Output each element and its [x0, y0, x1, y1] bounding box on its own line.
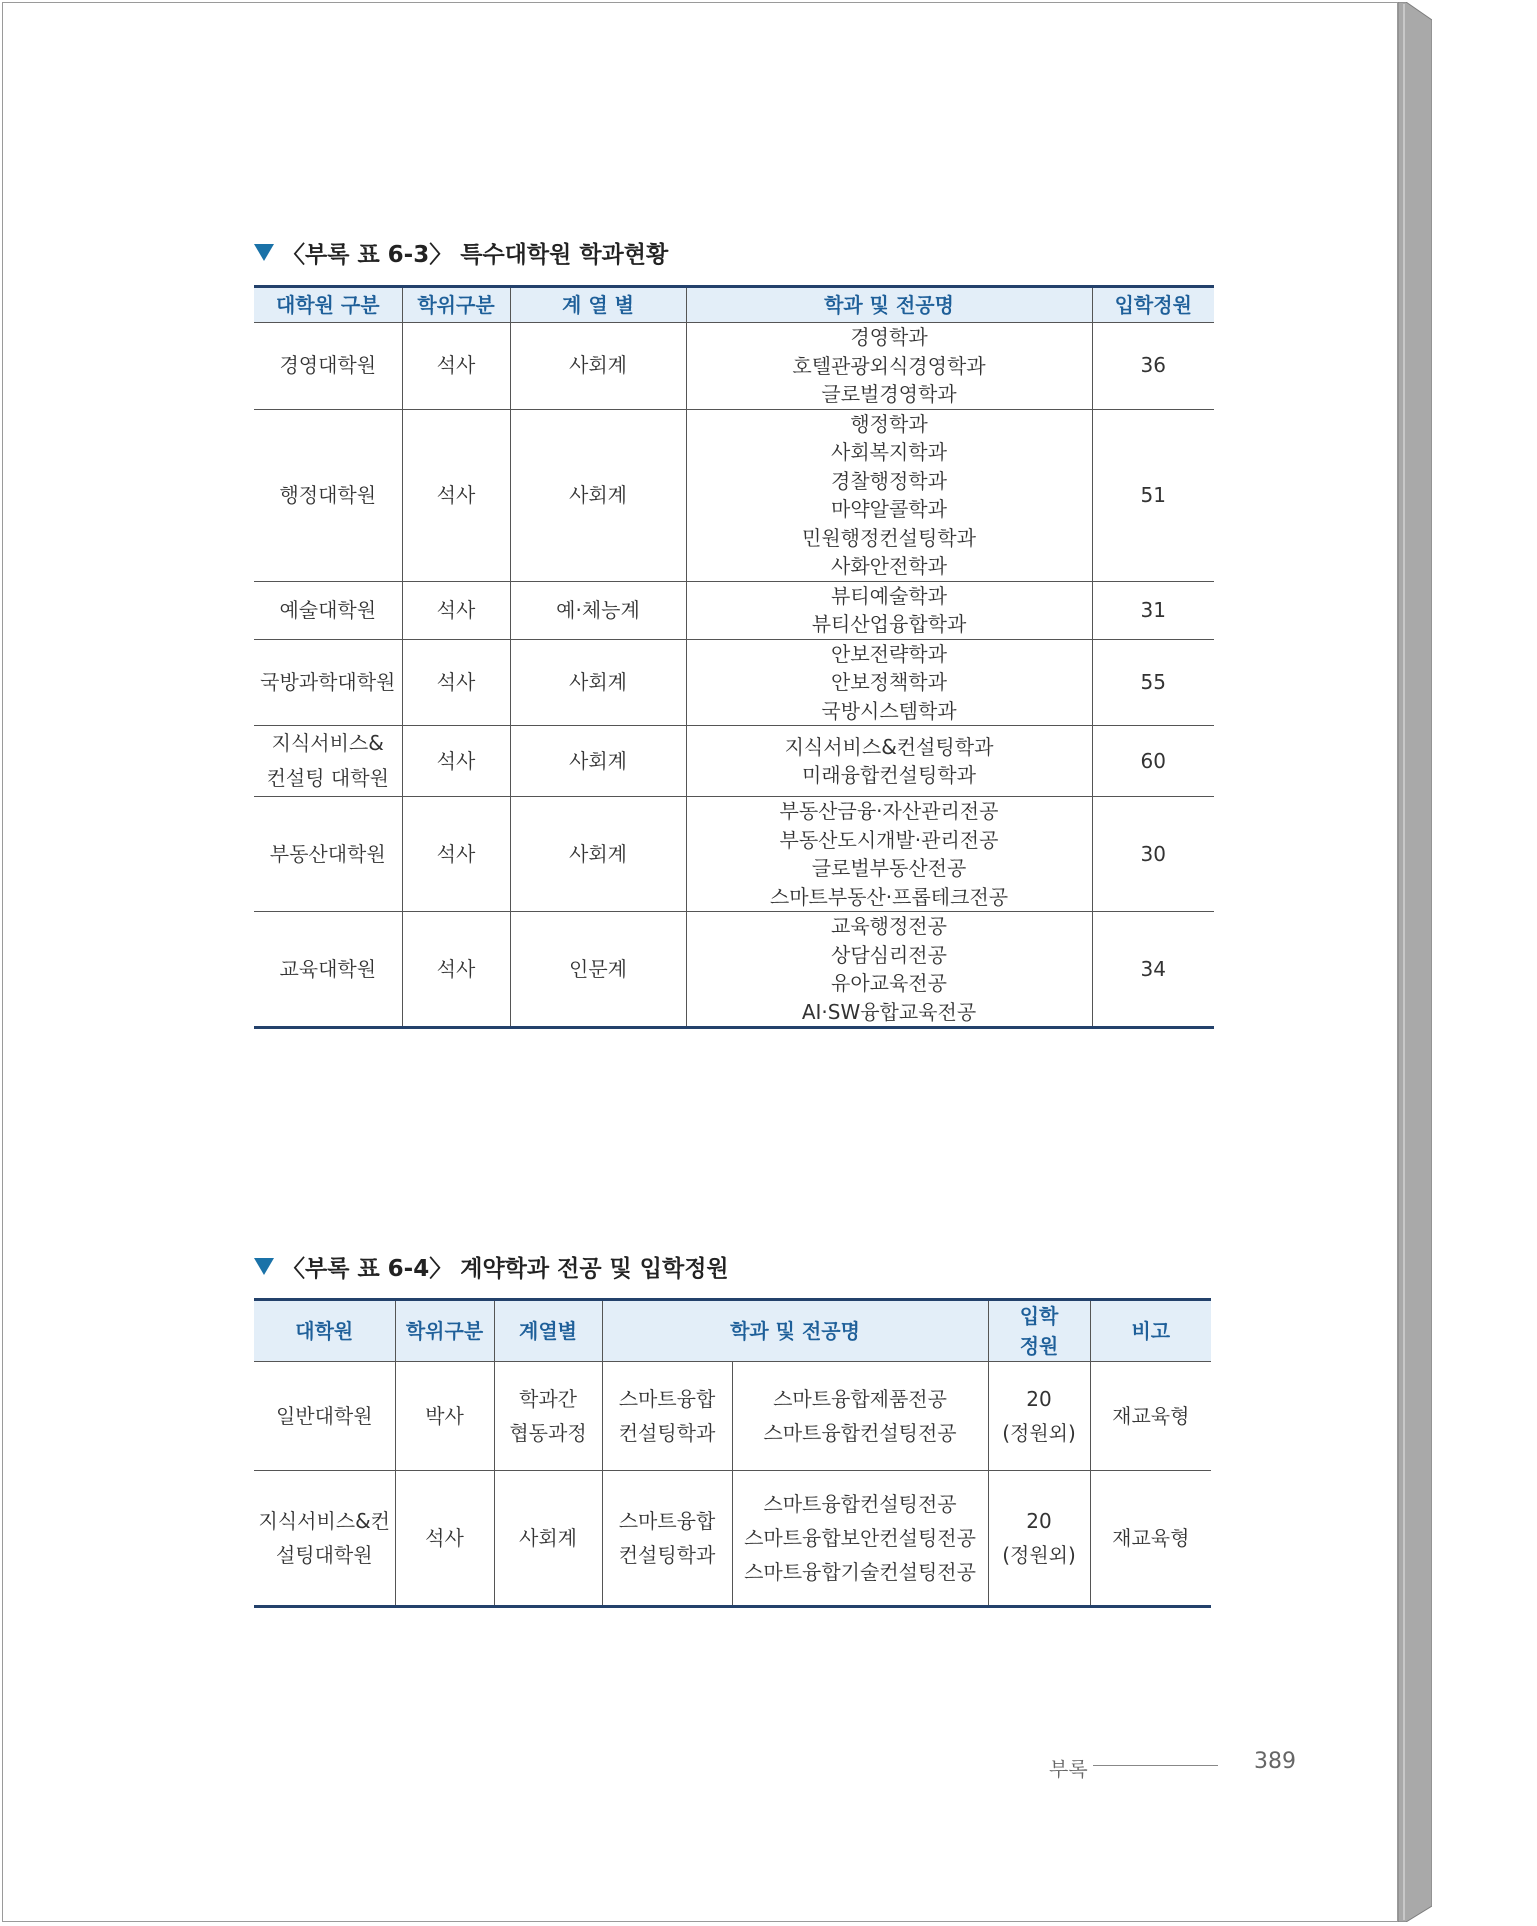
quota: 55 [1092, 639, 1214, 726]
dept-list [686, 581, 1092, 639]
dept-list-line: 글로벌경영학과 [821, 382, 957, 406]
school-name-line: 지식서비스& [271, 731, 384, 755]
quota [988, 1362, 1090, 1471]
dept-list [686, 323, 1092, 410]
quota: 30 [1092, 797, 1214, 912]
dept-list-line: 국방시스템학과 [821, 698, 957, 723]
degree-type: 석사 [402, 726, 510, 797]
quota: 36 [1092, 323, 1214, 410]
dept-list-line: 민원행정컨설팅학과 [802, 525, 976, 550]
dept-list-line: 뷰티산업융합학과 [811, 612, 967, 636]
quota: 60 [1092, 726, 1214, 797]
degree-type: 박사 [395, 1362, 494, 1471]
school-name-line: 설팅대학원 [275, 1543, 373, 1567]
major-list [732, 1471, 988, 1607]
major-list-line: 스마트융합보안컨설팅전공 [744, 1526, 976, 1550]
dept-list-line: AI·SW융합교육전공 [801, 999, 977, 1024]
quota-line: (정원외) [1002, 1543, 1076, 1567]
dept-list-line: 사회복지학과 [831, 440, 947, 464]
dept-list-line: 유아교육전공 [831, 971, 947, 995]
school-name: 교육대학원 [254, 912, 402, 1028]
table2-title: 〈부록 표 6-4〉 계약학과 전공 및 입학정원 [254, 1250, 729, 1283]
quota: 31 [1092, 581, 1214, 639]
degree-type: 석사 [402, 912, 510, 1028]
field-type: 사회계 [510, 409, 686, 581]
table2-header-note: 비고 [1090, 1300, 1211, 1362]
quota [988, 1471, 1090, 1607]
book-spine [1398, 2, 1432, 1922]
school-name [254, 1362, 395, 1471]
major-list-line: 스마트융합컨설팅전공 [763, 1492, 957, 1516]
quota: 34 [1092, 912, 1214, 1028]
table1-header: 학위구분 [402, 287, 510, 323]
note: 재교육형 [1090, 1362, 1211, 1471]
footer-rule [1093, 1765, 1218, 1766]
quota-header-line: 정원 [1019, 1334, 1059, 1358]
school-name: 경영대학원 [254, 323, 402, 410]
table-row [254, 1471, 1211, 1607]
dept-list-line: 글로벌부동산전공 [811, 856, 967, 880]
table1-header: 입학정원 [1092, 287, 1214, 323]
table-row [254, 912, 1214, 1028]
dept-list-line: 경영학과 [850, 325, 928, 349]
table-row [254, 581, 1214, 639]
table1-header: 계 열 별 [510, 287, 686, 323]
dept-list-line: 마약알콜학과 [831, 497, 947, 521]
table-row [254, 726, 1214, 797]
dept-list-line: 부동산도시개발·관리전공 [779, 827, 999, 852]
degree-type: 석사 [395, 1471, 494, 1607]
triangle-down-icon [254, 1258, 274, 1275]
dept-list [686, 912, 1092, 1028]
dept-list-line: 호텔관광외식경영학과 [792, 353, 986, 378]
field-type: 사회계 [510, 323, 686, 410]
dept-name-line: 컨설팅학과 [618, 1421, 716, 1445]
dept-list-line: 교육행정전공 [831, 914, 947, 938]
field-type: 사회계 [510, 639, 686, 726]
field-type: 사회계 [510, 797, 686, 912]
field-type: 사회계 [510, 726, 686, 797]
dept-list-line: 안보정책학과 [831, 670, 947, 694]
table1 [254, 285, 1214, 1029]
table2-header-school: 대학원 [254, 1300, 395, 1362]
dept-list [686, 726, 1092, 797]
school-name: 예술대학원 [254, 581, 402, 639]
dept-name-line: 스마트융합 [618, 1509, 716, 1533]
field-type: 예·체능계 [510, 581, 686, 639]
school-name [254, 1471, 395, 1607]
table2-header-quota [988, 1300, 1090, 1362]
school-name-line: 컨설팅 대학원 [266, 766, 389, 790]
dept-list [686, 639, 1092, 726]
field-type-line: 사회계 [519, 1526, 577, 1550]
table-row [254, 1362, 1211, 1471]
school-name: 부동산대학원 [254, 797, 402, 912]
quota-line: 20 [1026, 1509, 1052, 1533]
dept-list [686, 409, 1092, 581]
dept-name [602, 1362, 732, 1471]
field-type [494, 1471, 602, 1607]
table1-header: 대학원 구분 [254, 287, 402, 323]
degree-type: 석사 [402, 323, 510, 410]
school-name [254, 726, 402, 797]
table1-title: 〈부록 표 6-3〉 특수대학원 학과현황 [254, 236, 668, 269]
field-type: 인문계 [510, 912, 686, 1028]
note: 재교육형 [1090, 1471, 1211, 1607]
degree-type: 석사 [402, 581, 510, 639]
degree-type: 석사 [402, 639, 510, 726]
degree-type: 석사 [402, 409, 510, 581]
major-list-line: 스마트융합제품전공 [773, 1387, 947, 1411]
page-number: 389 [1254, 1749, 1296, 1774]
field-type-line: 학과간 [519, 1387, 577, 1411]
dept-list-line: 부동산금융·자산관리전공 [779, 799, 999, 823]
table-row [254, 409, 1214, 581]
major-list [732, 1362, 988, 1471]
school-name: 국방과학대학원 [254, 639, 402, 726]
table2 [254, 1298, 1211, 1608]
table1-header: 학과 및 전공명 [686, 287, 1092, 323]
dept-list-line: 뷰티예술학과 [831, 583, 947, 608]
footer-label: 부록 [1049, 1757, 1088, 1781]
triangle-down-icon [254, 244, 274, 261]
table2-header-field: 계열별 [494, 1300, 602, 1362]
dept-name-line: 스마트융합 [618, 1387, 716, 1411]
dept-list-line: 사화안전학과 [831, 554, 947, 578]
table2-header-dept: 학과 및 전공명 [602, 1300, 988, 1362]
degree-type: 석사 [402, 797, 510, 912]
table-row [254, 639, 1214, 726]
dept-list [686, 797, 1092, 912]
major-list-line: 스마트융합기술컨설팅전공 [744, 1560, 976, 1584]
field-type-line: 협동과정 [509, 1421, 587, 1445]
quota: 51 [1092, 409, 1214, 581]
dept-list-line: 경찰행정학과 [831, 468, 947, 493]
quota-line: (정원외) [1002, 1421, 1076, 1445]
dept-list-line: 상담심리전공 [831, 942, 947, 967]
table2-header-degree: 학위구분 [395, 1300, 494, 1362]
school-name: 행정대학원 [254, 409, 402, 581]
dept-list-line: 지식서비스&컨설팅학과 [784, 734, 994, 759]
field-type [494, 1362, 602, 1471]
dept-list-line: 안보전략학과 [831, 641, 947, 666]
dept-list-line: 미래융합컨설팅학과 [802, 763, 976, 787]
quota-header-line: 입학 [1019, 1304, 1059, 1328]
school-name-line: 일반대학원 [275, 1404, 373, 1428]
dept-name-line: 컨설팅학과 [618, 1543, 716, 1567]
table-row [254, 323, 1214, 410]
school-name-line: 지식서비스&컨 [258, 1509, 390, 1533]
dept-name [602, 1471, 732, 1607]
quota-line: 20 [1026, 1387, 1052, 1411]
dept-list-line: 행정학과 [850, 411, 928, 436]
dept-list-line: 스마트부동산·프롭테크전공 [769, 884, 1009, 909]
major-list-line: 스마트융합컨설팅전공 [763, 1421, 957, 1445]
table-row [254, 797, 1214, 912]
